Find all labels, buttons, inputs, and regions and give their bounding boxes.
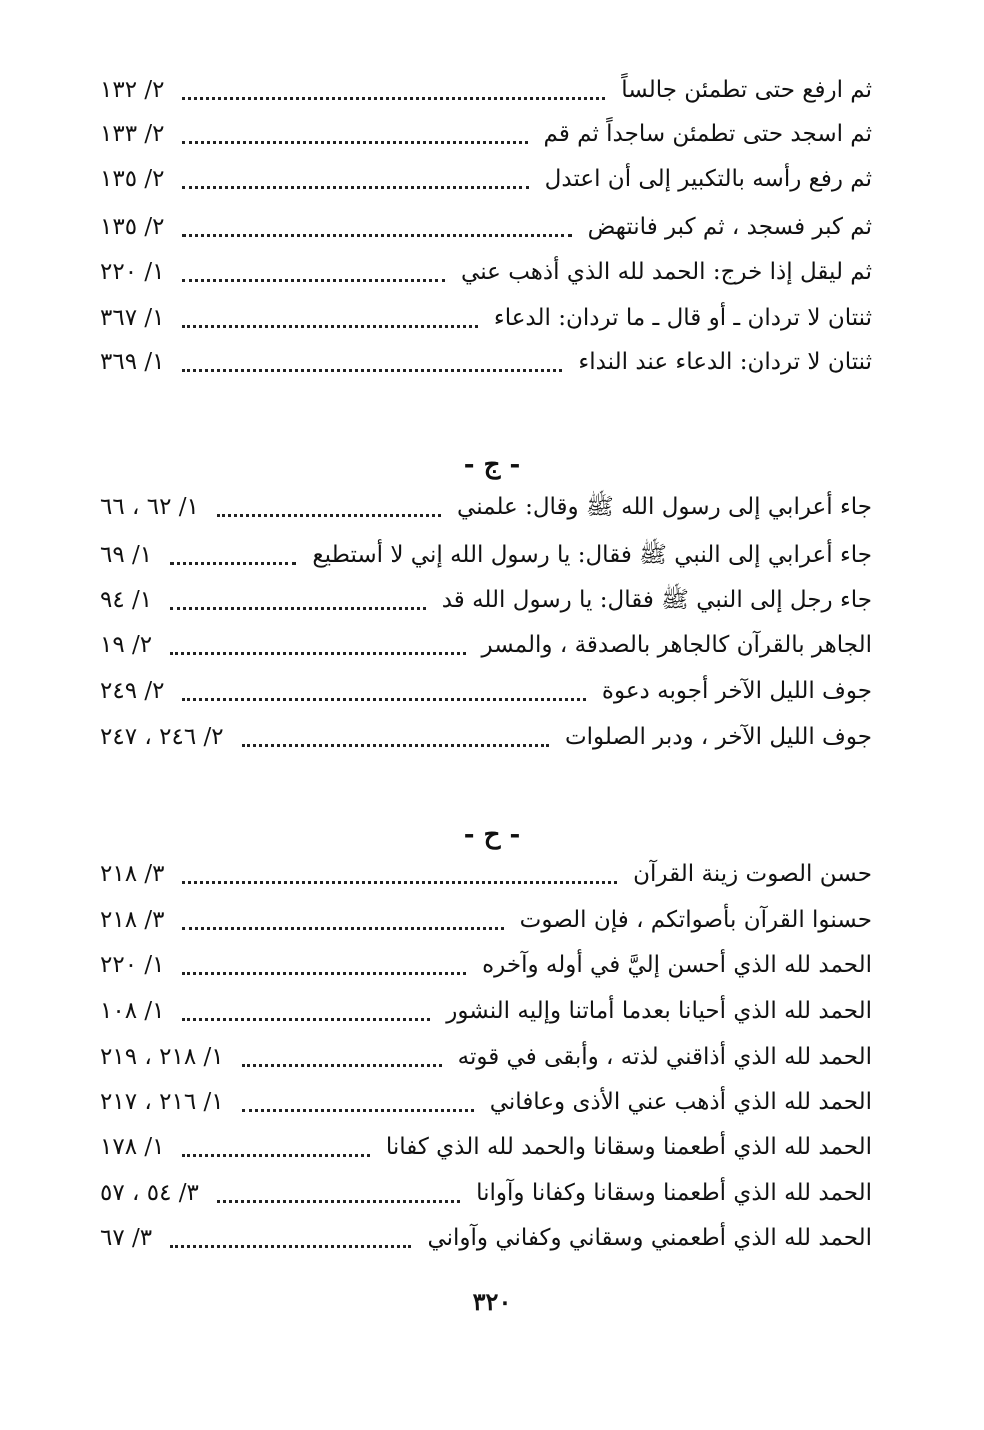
leader-dots [217, 1200, 460, 1203]
entry-text: الحمد لله الذي أحيانا بعدما أماتنا وإليه النشور [446, 998, 872, 1024]
entry-text: ثنتان لا تردان: الدعاء عند النداء [578, 349, 872, 375]
entry-text: جاء أعرابي إلى النبي ﷺ فقال: يا رسول الله إني لا أستطيع [312, 542, 872, 568]
leader-dots [170, 652, 465, 655]
leader-dots [170, 1245, 411, 1248]
entry-reference: ١/ ٣٦٧ [100, 305, 165, 331]
index-entry [100, 114, 872, 154]
entry-reference: ١/ ١٧٨ [100, 1134, 165, 1160]
entry-text: جاء أعرابي إلى رسول الله ﷺ وقال: علمني [457, 494, 872, 520]
entry-reference: ٣/ ٢١٨ [100, 907, 165, 933]
section-heading: - ج - [463, 450, 521, 480]
entry-reference: ٢/ ٢٤٦ ، ٢٤٧ [100, 724, 224, 750]
leader-dots [182, 141, 527, 144]
index-entry [100, 625, 872, 665]
leader-dots [182, 186, 528, 189]
entry-text: حسن الصوت زينة القرآن [633, 861, 872, 887]
leader-dots [182, 325, 477, 328]
index-entry [100, 342, 872, 382]
entry-text: الحمد لله الذي أطعمنا وسقانا وكفانا وآوانا [476, 1180, 872, 1206]
entry-reference: ٢/ ١٣٢ [100, 77, 165, 103]
entry-reference: ١/ ٢٢٠ [100, 952, 165, 978]
index-entry [100, 1037, 872, 1077]
entry-reference: ٣/ ٢١٨ [100, 861, 165, 887]
entry-text: ثم كبر فسجد ، ثم كبر فانتهض [587, 214, 872, 240]
index-entry [100, 207, 872, 247]
index-entry [100, 854, 872, 894]
entry-reference: ١/ ٢١٨ ، ٢١٩ [100, 1044, 224, 1070]
entry-text: ثم رفع رأسه بالتكبير إلى أن اعتدل [544, 166, 872, 192]
index-entry [100, 945, 872, 985]
entry-text: حسنوا القرآن بأصواتكم ، فإن الصوت [519, 907, 872, 933]
index-entry [100, 1173, 872, 1213]
entry-reference: ١/ ٢١٦ ، ٢١٧ [100, 1089, 224, 1115]
leader-dots [182, 279, 445, 282]
entry-reference: ٢/ ١٣٣ [100, 121, 165, 147]
index-entry [100, 1127, 872, 1167]
entry-reference: ١/ ٦٩ [100, 542, 153, 568]
index-entry [100, 1082, 872, 1122]
entry-text: الجاهر بالقرآن كالجاهر بالصدقة ، والمسر [481, 632, 872, 658]
index-entry [100, 70, 872, 110]
index-entry [100, 298, 872, 338]
leader-dots [170, 607, 426, 610]
leader-dots [242, 1064, 442, 1067]
index-entry [100, 487, 872, 527]
entry-text: جوف الليل الآخر أجوبه دعوة [601, 678, 872, 704]
index-entry [100, 252, 872, 292]
leader-dots [182, 97, 605, 100]
entry-text: ثنتان لا تردان ـ أو قال ـ ما تردان: الدعاء [493, 305, 872, 331]
index-entry [100, 1218, 872, 1258]
entry-reference: ١/ ٩٤ [100, 587, 153, 613]
page-number: ٣٢٠ [472, 1287, 512, 1316]
index-entry [100, 535, 872, 575]
section-heading: - ح - [463, 820, 521, 850]
entry-reference: ٢/ ١٩ [100, 632, 153, 658]
index-entry [100, 159, 872, 199]
leader-dots [242, 744, 549, 747]
entry-reference: ١/ ١٠٨ [100, 998, 165, 1024]
leader-dots [182, 972, 466, 975]
entry-text: الحمد لله الذي أذاقني لذته ، وأبقى في قوته [457, 1044, 872, 1070]
entry-text: جاء رجل إلى النبي ﷺ فقال: يا رسول الله قد [441, 587, 872, 613]
leader-dots [217, 514, 441, 517]
index-entry [100, 580, 872, 620]
entry-reference: ١/ ٦٢ ، ٦٦ [100, 494, 199, 520]
entry-text: جوف الليل الآخر ، ودبر الصلوات [564, 724, 872, 750]
entry-text: ثم اسجد حتى تطمئن ساجداً ثم قم [543, 121, 872, 147]
entry-reference: ٣/ ٦٧ [100, 1225, 153, 1251]
leader-dots [182, 1154, 369, 1157]
index-entry [100, 671, 872, 711]
entry-text: الحمد لله الذي أذهب عني الأذى وعافاني [489, 1089, 872, 1115]
entry-reference: ٢/ ٢٤٩ [100, 678, 165, 704]
entry-text: ثم ليقل إذا خرج: الحمد لله الذي أذهب عني [461, 259, 872, 285]
entry-text: الحمد لله الذي أطعمنا وسقانا والحمد لله الذي كفانا [385, 1134, 872, 1160]
entry-reference: ١/ ٢٢٠ [100, 259, 165, 285]
entry-reference: ١/ ٣٦٩ [100, 349, 165, 375]
leader-dots [182, 1018, 430, 1021]
entry-reference: ٢/ ١٣٥ [100, 166, 165, 192]
leader-dots [242, 1109, 474, 1112]
leader-dots [182, 881, 617, 884]
entry-reference: ٣/ ٥٤ ، ٥٧ [100, 1180, 199, 1206]
leader-dots [182, 698, 585, 701]
leader-dots [182, 927, 503, 930]
index-entry [100, 900, 872, 940]
entry-text: ثم ارفع حتى تطمئن جالساً [621, 77, 872, 103]
leader-dots [182, 234, 571, 237]
entry-reference: ٢/ ١٣٥ [100, 214, 165, 240]
entry-text: الحمد لله الذي أحسن إليَّ في أوله وآخره [482, 952, 872, 978]
leader-dots [170, 562, 296, 565]
index-entry [100, 991, 872, 1031]
leader-dots [182, 369, 562, 372]
entry-text: الحمد لله الذي أطعمني وسقاني وكفاني وآواني [427, 1225, 872, 1251]
index-entry [100, 717, 872, 757]
